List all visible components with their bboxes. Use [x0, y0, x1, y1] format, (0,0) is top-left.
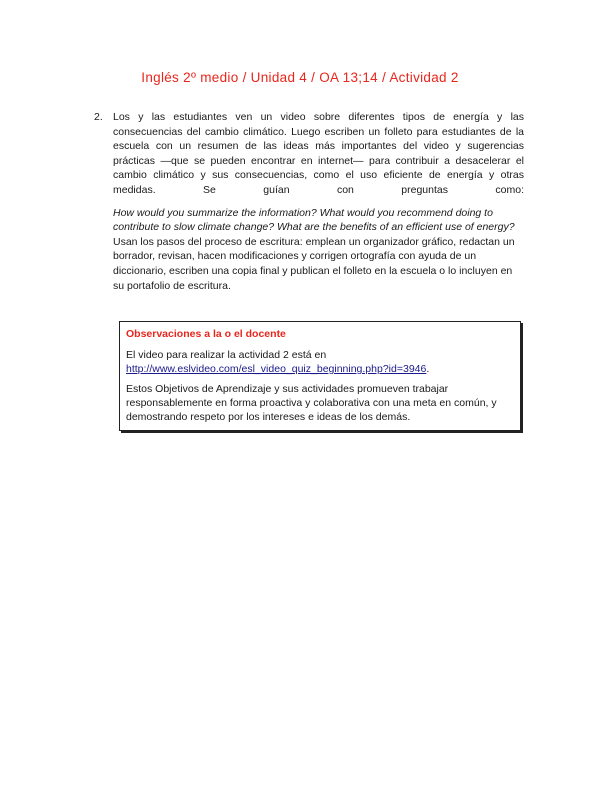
guiding-questions: How would you summarize the information? What would you recommend doing to contribute to slow climate change? What are the benefits of an efficient use of energy?: [113, 206, 515, 234]
writing-process-text: Usan los pasos del proceso de escritura: emplean un organizador gráfico, redactan un borrador, revisan, hacen modificaciones y corrigen ortografía con ayuda de un diccionario, escriben una copia final y publican el folleto en la escuela o lo incluyen en su portafolio de escritura.: [113, 235, 515, 292]
activity-body: [113, 110, 524, 293]
video-link[interactable]: http://www.eslvideo.com/esl_video_quiz_beginning.php?id=3946: [126, 363, 427, 375]
activity-number: 2.: [94, 111, 103, 123]
teacher-notes-box: [119, 321, 521, 431]
video-intro-text: El video para realizar la actividad 2 está en: [126, 349, 327, 361]
page-title: Inglés 2º medio / Unidad 4 / OA 13;14 / Actividad 2: [141, 70, 459, 85]
video-link-period: .: [426, 363, 430, 375]
teacher-notes-title: Observaciones a la o el docente: [126, 328, 286, 340]
activity-guide-paragraph: [113, 206, 524, 294]
video-note: [126, 348, 514, 376]
objectives-note: Estos Objetivos de Aprendizaje y sus actividades promueven trabajar responsablemente en forma proactiva y colaborativa con una meta en común, y demostrando respeto por los intereses e ideas de los demás.: [126, 383, 497, 423]
activity-description: Los y las estudiantes ven un video sobre diferentes tipos de energía y las consecuencias del cambio climático. Luego escriben un folleto para estudiantes de la escuela con un resumen de las ideas más importantes del video y sugerencias prácticas —que se pueden encontrar en internet— para contribuir a desacelerar el cambio climático y sus consecuencias, como el uso eficiente de energía y otras medidas. Se guían con preguntas como:: [113, 111, 524, 196]
activity-item: [94, 110, 524, 293]
